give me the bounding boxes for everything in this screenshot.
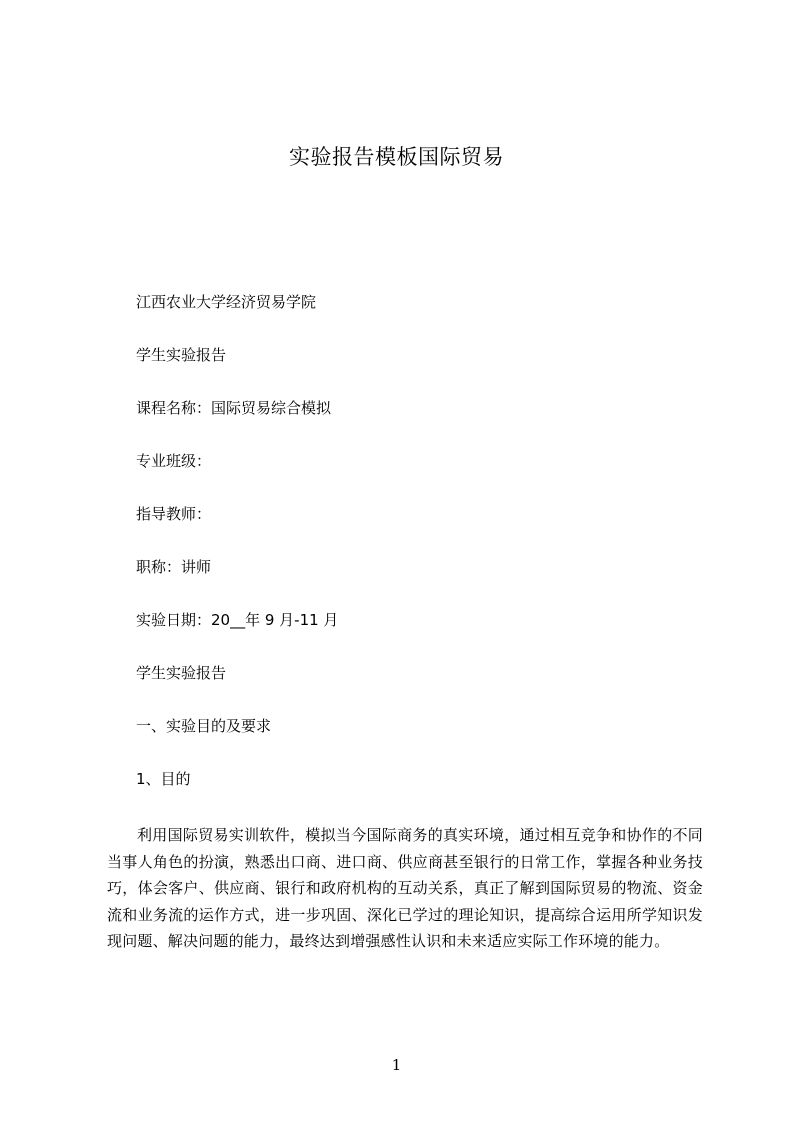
class-field: 专业班级： (136, 452, 212, 470)
section-heading: 一、实验目的及要求 (136, 717, 272, 735)
subsection-heading: 1、目的 (136, 770, 191, 788)
document-title: 实验报告模板国际贸易 (289, 145, 504, 169)
instructor-field: 指导教师： (136, 505, 212, 523)
page-number: 1 (391, 1056, 402, 1074)
report-heading-repeat: 学生实验报告 (136, 664, 227, 682)
instructor-title: 职称：讲师 (136, 558, 212, 576)
purpose-paragraph: 利用国际贸易实训软件，模拟当今国际商务的真实环境，通过相互竞争和协作的不同当事人角色的扮演，熟悉出口商、进口商、供应商甚至银行的日常工作，掌握各种业务技巧，体会客户、供应商、银行和政府机构的互动关系，真正了解到国际贸易的物流、资金流和业务流的运作方式，进一步巩固、深化已学过的理论知识，提高综合运用所学知识发现问题、解决问题的能力，最终达到增强感性认识和未来适应实际工作环境的能力。 (107, 826, 703, 951)
report-heading: 学生实验报告 (136, 346, 227, 364)
experiment-date: 实验日期：20__年 9 月-11 月 (136, 611, 339, 629)
college-name: 江西农业大学经济贸易学院 (136, 293, 317, 311)
course-name: 课程名称：国际贸易综合模拟 (136, 399, 332, 417)
